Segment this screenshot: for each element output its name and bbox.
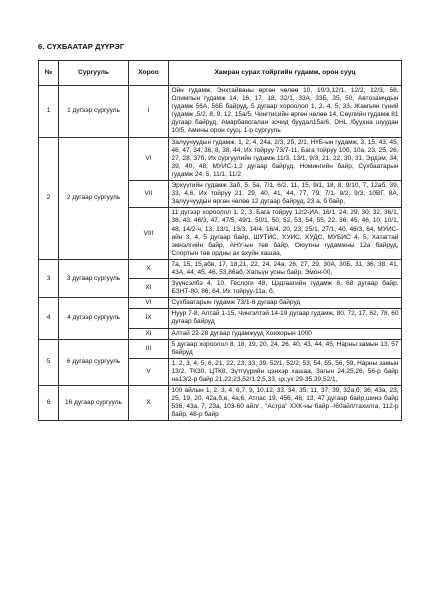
khoroo-number: IX — [129, 309, 169, 328]
khoroo-number: XI — [129, 279, 169, 298]
streets-cell: Нуур 7-8, Алтай 1-15, Чингэлтэй 14-19 дугаар гудамж, 80, 72, 17, 62, 78, 60 дугаар байруд — [169, 309, 402, 328]
table-row — [39, 86, 402, 138]
row-number: 3 — [39, 259, 59, 297]
header-streets: Хамран сурах тойргийн гудамж, орон сууц — [169, 61, 402, 86]
header-school: Сургууль — [59, 61, 129, 86]
section-title: 6. СҮХБААТАР ДҮҮРЭГ — [38, 42, 125, 51]
streets-cell: Эрхүүгийн гудамж 3аб, 5, 5а, 7/1, 6/2, 11, 15, 9/1, 18, 8, 9/10, 7, 12аб, 39, 33, 4,6, Их тойруу 21, 29, 40, 41, 44, 77, 79, 7/1, 9/2, 9/3, 10ВГ, 8А, Залуучуудын өргөн чөлөө 12 дугаар байруд, 23 а, б байр, — [169, 181, 402, 208]
table-row — [39, 386, 402, 421]
header-khoroo: Хороо — [129, 61, 169, 86]
table-row — [39, 298, 402, 309]
streets-cell: 5 дугаар хороолол 8, 18, 19, 20, 24, 26, 40, 43, 44, 45, Нарны замын 13, 57 байруд — [169, 339, 402, 358]
khoroo-number: VI — [129, 137, 169, 180]
row-number: 1 — [39, 86, 59, 138]
school-name: 16 дугаар сургууль — [59, 386, 129, 421]
streets-cell: 100 айлын 1, 2, 3, 4, 6,7, 9, 10,12, 33, 34, 35, 11, 37, 39, 32а,б, 36, 43а, 23, 25, 19, 20, 42а,б,в, 4а,6, Атлас 19, 456, 48, 13, 47 дугаар байр,шинэ байр 536, 43а, 7, 23а, 103-60 айл/ , "Астра" ХХК-ны байр -/60айл/тахилга, 112-р байр, 48-р байр — [169, 386, 402, 421]
streets-cell: Сүхбаатарын гудамж 73/1-6 дугаар байруд — [169, 298, 402, 309]
khoroo-number: III — [129, 339, 169, 358]
row-number: 5 — [39, 339, 59, 385]
school-district-table — [38, 60, 402, 421]
table-header-row — [39, 61, 402, 86]
khoroo-number: X — [129, 259, 169, 278]
table-row — [39, 137, 402, 180]
school-name: 3 дугаар сургууль — [59, 259, 129, 297]
khoroo-number: VIII — [129, 208, 169, 260]
khoroo-number: V — [129, 358, 169, 385]
school-name: 6 дугаар сургууль — [59, 339, 129, 385]
khoroo-number: X — [129, 386, 169, 421]
school-name: 2 дугаар сургууль — [59, 137, 129, 259]
row-number: 6 — [39, 386, 59, 421]
streets-cell: 1, 2, 3, 4, 5, 6, 21, 22, 23, 33, 39, 52/1, 52/2, 53, 54, 55, 56, 59, Нарны замын 13/2, ТК30, ЦТК8, Зүтгүүрийн цэнхэр хашаа, Загын 24,25,26, 56-р байр на13/2-р байр 21,22,23,52/1,2,5,33, цх,ух 29-35,39,52/1, — [169, 358, 402, 385]
row-number: 2 — [39, 137, 59, 259]
streets-cell: 7а, 15, 15,абв, 17, 18,21, 22, 24, 24а, 26, 27, 29, 30А, 30Б, 31, 36, 38, 41, 43А, 44, 45, 46, 53,86аб, Хальүн усны байр, Эмон-00, — [169, 259, 402, 278]
streets-cell: Зүүнсэлбэ 4, 10, Геслоги 48, Цэдгаагийн гудамж 8, 68 дугаар байр, БЗНТ-80, 86, 64, Их тойруу-11а, б, — [169, 279, 402, 298]
khoroo-number: XI — [129, 328, 169, 339]
streets-cell: 11 дүгээр хороолол 1, 2, 3, Бага тойруу 12/2-ИА, 16/1, 24, 29, 30, 32, 36/1, 38, 43, 46/3, 47, 47/5, 49/1, 50/1, 50, 52, 53, 54, 55, 22, 36, 45, 46, 10, 10/1, 48, 14/2-ч, 13, 13/1, 13/3, 14/4, 16/4, 20, 23, 25/1, 27/1, 40, 46/3, 64, МУИС-ийн 3, 4, 5 дугаар байр, ШУТИС, ХУИС, ХУДС, МУБИС 4, 5, Хатагтай эмнэлгийн байр, АНУ-ын тев байр, Оюутны гудамжны 12а байруд, Спортын төв ордны ах ахуйн хашаа, — [169, 208, 402, 260]
khoroo-number: VI — [129, 298, 169, 309]
khoroo-number: I — [129, 86, 169, 138]
row-number: 4 — [39, 298, 59, 339]
table-body — [39, 86, 402, 421]
header-no: № — [39, 61, 59, 86]
school-name: 1 дүгээр сургууль — [59, 86, 129, 138]
streets-cell: Залуучуудын гудамж, 1, 2, 4, 24а, 2/3, 2б, 2/1, НҮБ-ын гудамж, 3, 15, 43, 45, 46, 47, 34, 36, 8, 38, 44, Их тойруу 73/7-11, Бага тойруу 10б, 10а, 23, 25, 26, 27, 28, 37б, Их сургуулийн гудамж 11/3, 13/1, 9/3, 21, 22, 30, 31, Эрдэм, 34, 39, 40, 48, МУИС-1,2 дугаар байруд, Номингийн байр, Сүхбаатарын гудамж 24, 5, 11/1, 11/2 — [169, 137, 402, 180]
table-row — [39, 259, 402, 278]
table-row — [39, 339, 402, 358]
streets-cell: Ойн гудамж, Энхтайваны өргөн чөлөө 10, 10/3,12/1, 12/2, 12/3, 58, Олимпын гудамж 14, 16, 17, 18, 32/1, 33А, 33Б, 35, 50, Автозамчдын гудамж 56А, 56Б байруд, 5 дугаар хороолол 1, 2, 4, 5, 33, Жамъян гүний гудамж ,5/2, 8, 9, 12, 15а/5, Чинггисийн өргөн чөлөө 14, Сөүлийн гудамж 81 дугаар байруд, Амарбаясгалан зочид буудал15а/6, DHL /буухиа шуудан 10/5, Амины орон сууц, 1-р сургууль — [169, 86, 402, 138]
streets-cell: Алтай 22-28 дугаар гудамжууд Хонхорын 1000 — [169, 328, 402, 339]
khoroo-number: VII — [129, 181, 169, 208]
school-name: 4 дүгээр сургууль — [59, 298, 129, 339]
